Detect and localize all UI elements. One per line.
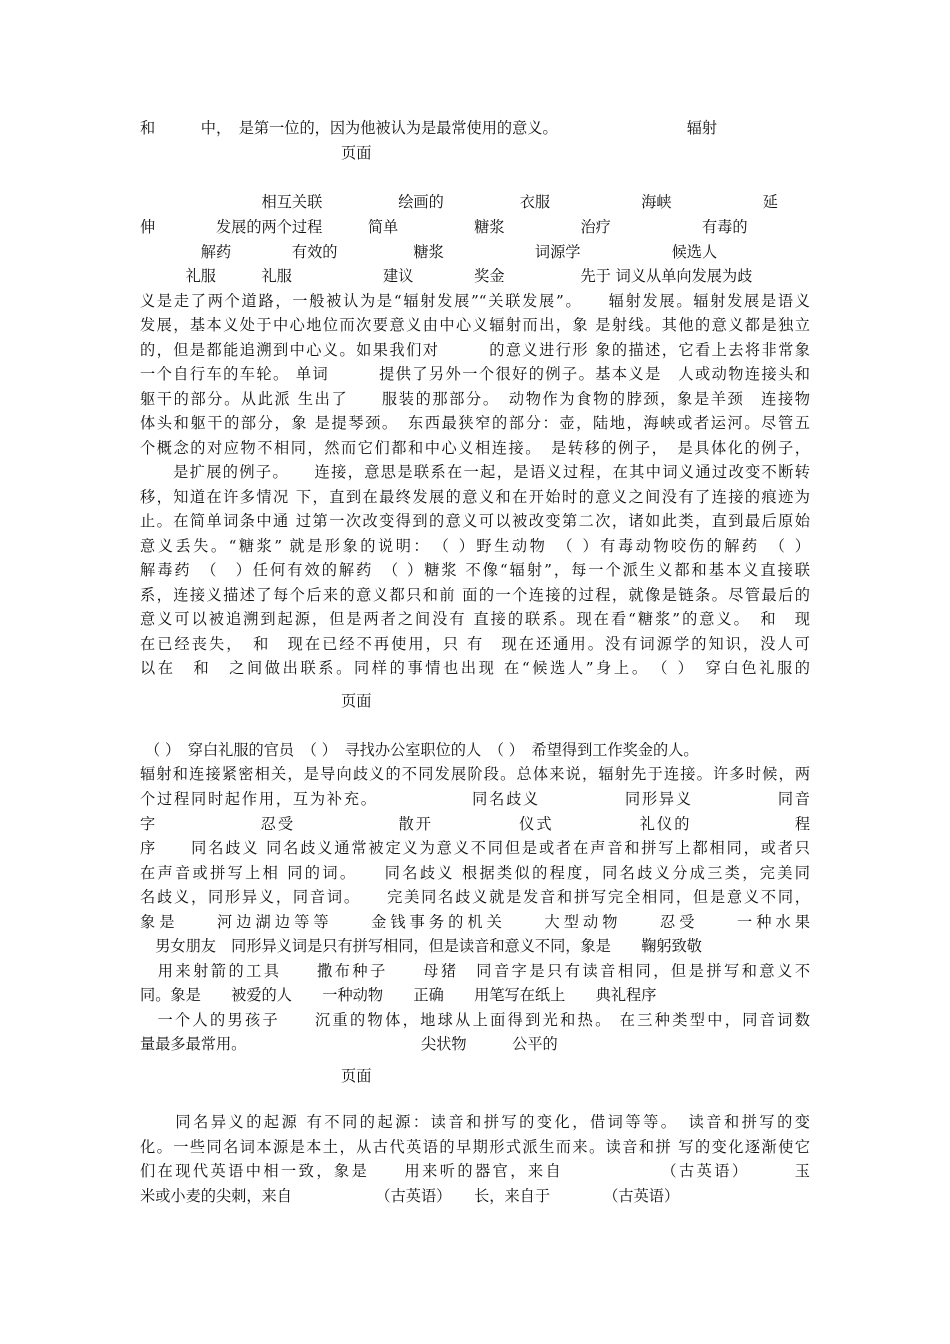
text-line: 字 忍受 散开 仪式 礼仪的 程 xyxy=(140,815,810,833)
text-line: 系，连接义描述了每个后来的意义都只和前 面的一个连接的过程，就像是链条。尽管最后的 xyxy=(140,586,810,604)
text-line: （ ） 穿白礼服的官员 （ ） 寻找办公室职位的人 （ ） 希望得到工作奖金的人。 xyxy=(145,741,699,759)
page-label: 页面 xyxy=(341,144,372,162)
text-line: 移，知道在许多情况 下，直到在最终发展的意义和在开始时的意义之间没有了连接的痕迹为 xyxy=(140,488,810,506)
text-line: 化。一些同名词本源是本土，从古代英语的早期形式派生而来。读音和拼 写的变化逐渐使它 xyxy=(140,1138,810,1156)
page-label: 页面 xyxy=(341,692,372,710)
text-line: 发展，基本义处于中心地位而次要意义由中心义辐射而出，象 是射线。其他的意义都是独立 xyxy=(140,316,810,334)
text-line: 一个自行车的车轮。 单词 提供了另外一个很好的例子。基本义是 人或动物连接头和 xyxy=(140,365,810,383)
text-line: 用来射箭的工具 撒布种子 母猪 同音字是只有读音相同，但是拼写和意义不 xyxy=(140,962,810,980)
text-line: 在声音或拼写上相 同的词。 同名歧义 根据类似的程度，同名歧义分成三类，完美同 xyxy=(140,864,810,882)
text-line: 解毒药 （ ）任何有效的解药 （ ）糖浆 不像“辐射”，每一个派生义都和基本义直接联 xyxy=(140,561,810,579)
text-line: 名歧义，同形异义，同音词。 完美同名歧义就是发音和拼写完全相同，但是意义不同， xyxy=(140,888,810,906)
text-line: 止。在简单词条中通 过第一次改变得到的意义可以被改变第二次，诸如此类，直到最后原始 xyxy=(140,512,810,530)
text-line: 个过程同时起作用，互为补充。 同名歧义 同形异义 同音 xyxy=(140,790,810,808)
text-line: 一个人的男孩子 沉重的物体，地球从上面得到光和热。 在三种类型中，同音词数 xyxy=(140,1011,810,1029)
page-label: 页面 xyxy=(341,1067,372,1085)
text-line: 同名异义的起源 有不同的起源：读音和拼写的变化，借词等等。 读音和拼写的变 xyxy=(140,1113,810,1131)
text-line: 男女朋友 同形异义词是只有拼写相同，但是读音和意义不同，象是 鞠躬致敬 xyxy=(140,937,702,955)
text-line: 义是走了两个道路，一般被认为是“辐射发展”“关联发展”。 辐射发展。辐射发展是语义 xyxy=(140,292,810,310)
text-line: 米或小麦的尖刺，来自 （古英语） 长，来自于 （古英语） xyxy=(140,1187,680,1205)
text-line: 相互关联 绘画的 衣服 海峡 延 xyxy=(140,193,778,211)
text-line: 同。象是 被爱的人 一种动物 正确 用笔写在纸上 典礼程序 xyxy=(140,986,657,1004)
text-line: 意义可以被追溯到起源，但是两者之间没有 直接的联系。现在看“糖浆”的意义。 和 现 xyxy=(140,610,810,628)
text-line: 意义丢失。“糖浆” 就是形象的说明： （ ）野生动物 （ ）有毒动物咬伤的解药 （ ） xyxy=(140,537,810,555)
text-line: 解药 有效的 糖浆 词源学 候选人 xyxy=(140,243,718,261)
text-line: 体头和躯干的部分，象 是提琴颈。 东西最狭窄的部分：壶，陆地，海峡或者运河。尽管五 xyxy=(140,414,810,432)
text-line: 们在现代英语中相一致，象是 用来听的器官，来自 （古英语） 玉 xyxy=(140,1162,810,1180)
text-line: 象是 河边湖边等等 金钱事务的机关 大型动物 忍受 一种水果 xyxy=(140,913,810,931)
text-line: 序 同名歧义 同名歧义通常被定义为意义不同但是或者在声音和拼写上都相同，或者只 xyxy=(140,839,810,857)
text-line: 的，但是都能追溯到中心义。如果我们对 的意义进行形 象的描述，它看上去将非常象 xyxy=(140,341,810,359)
text-line: 是扩展的例子。 连接，意思是联系在一起，是语义过程，在其中词义通过改变不断转 xyxy=(140,463,810,481)
text-line: 礼服 礼服 建议 奖金 先于 词义从单向发展为歧 xyxy=(140,267,753,285)
text-line: 躯干的部分。从此派 生出了 服装的那部分。 动物作为食物的脖颈，象是羊颈 连接物 xyxy=(140,390,810,408)
text-line: 伸 发展的两个过程 简单 糖浆 治疗 有毒的 xyxy=(140,218,748,236)
text-line: 和 中， 是第一位的，因为他被认为是最常使用的意义。 辐射 xyxy=(140,119,718,137)
text-line: 辐射和连接紧密相关，是导向歧义的不同发展阶段。总体来说，辐射先于连接。许多时候，两 xyxy=(140,765,810,783)
text-line: 以在 和 之间做出联系。同样的事情也出现 在“候选人”身上。 （ ） 穿白色礼服的 xyxy=(140,659,810,677)
text-line: 量最多最常用。 尖状物 公平的 xyxy=(140,1035,558,1053)
text-line: 在已经丧失， 和 现在已经不再使用，只 有 现在还通用。没有词源学的知识，没人可 xyxy=(140,635,810,653)
text-line: 个概念的对应物不相同，然而它们都和中心义相连接。 是转移的例子， 是具体化的例子， xyxy=(140,439,810,457)
